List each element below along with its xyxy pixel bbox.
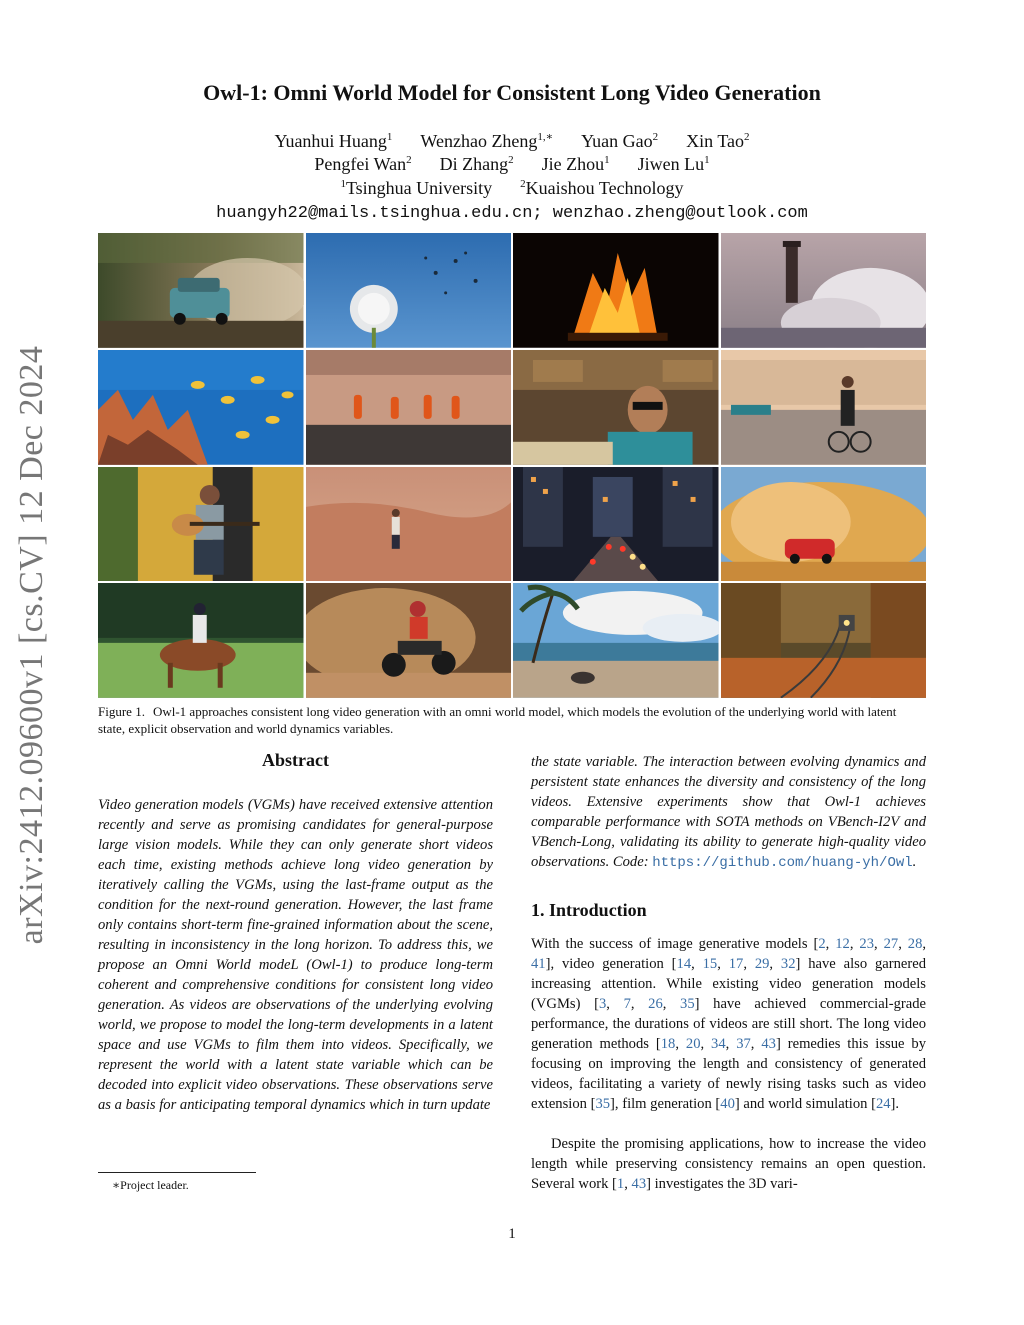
authors-line-2 (0, 154, 1024, 175)
paragraph-text: , (725, 1036, 737, 1052)
page-number: 1 (508, 1226, 516, 1242)
paragraph-text: , (662, 996, 681, 1012)
city-night-traffic-image (513, 467, 719, 582)
paragraph-text: , (743, 956, 755, 972)
author-name: Yuanhui Huang (274, 131, 387, 151)
paragraph-text: ] investigates the 3D vari- (646, 1176, 798, 1192)
paragraph-text: , (874, 936, 884, 952)
paragraph-text: , (898, 936, 908, 952)
author-name: Di Zhang (439, 154, 509, 174)
paragraph-text: With the success of image generative models [ (531, 936, 819, 952)
citation-link[interactable]: 27 (883, 936, 899, 952)
desert-walker-image (306, 467, 512, 582)
introduction-heading: 1. Introduction (531, 900, 647, 920)
author-affiliation-mark: 2 (508, 154, 514, 166)
polo-horse-image (98, 583, 304, 698)
paragraph-text: , (606, 996, 624, 1012)
citation-link[interactable]: 20 (685, 1036, 701, 1052)
author-emails: huangyh22@mails.tsinghua.edu.cn; wenzhao.zheng@outlook.com (216, 204, 808, 223)
footnote: ∗Project leader. (112, 1178, 189, 1192)
author-name: Wenzhao Zheng (420, 131, 538, 151)
author-affiliation-mark: 2 (652, 131, 659, 143)
affiliation-name: Tsinghua University (345, 178, 493, 198)
author-affiliation-mark: 1,∗ (537, 131, 554, 143)
lighthouse-waves-image (721, 233, 927, 348)
figure-label: Figure 1. (98, 704, 145, 719)
citation-link[interactable]: 15 (702, 956, 718, 972)
paragraph-text: , (825, 936, 836, 952)
citation-link[interactable]: 26 (648, 996, 663, 1012)
citation-link[interactable]: 29 (754, 956, 770, 972)
paragraph-text: ] remedies this issue by focusing on improving the length and consistency of generated videos, facilitating a variety of newly rising tasks such as video extension [ (531, 1036, 927, 1112)
footnote-rule (98, 1172, 256, 1173)
authors-line-1 (0, 130, 1024, 152)
cyclist-street-image (721, 350, 927, 465)
citation-link[interactable]: 43 (631, 1176, 647, 1192)
abstract-heading: Abstract (262, 750, 329, 770)
citation-link[interactable]: 40 (720, 1096, 735, 1112)
paragraph-text: , (750, 1036, 762, 1052)
paragraph-text: , (849, 936, 860, 952)
atv-rider-image (306, 583, 512, 698)
citation-link[interactable]: 43 (761, 1036, 776, 1052)
affiliation-mark: 1 (340, 178, 346, 190)
abstract-end-period: . (912, 854, 917, 870)
citation-link[interactable]: 35 (595, 1096, 611, 1112)
citation-link[interactable]: 34 (711, 1036, 726, 1052)
author-name: Yuan Gao (581, 131, 653, 151)
affiliation-name: Kuaishou Technology (525, 178, 684, 198)
citation-link[interactable]: 14 (676, 956, 692, 972)
citation-link[interactable]: 35 (680, 996, 695, 1012)
paragraph-text: , (691, 956, 703, 972)
dandelion-image (306, 233, 512, 348)
citation-link[interactable]: 32 (780, 956, 796, 972)
arxiv-identifier: arXiv:2412.09600v1 [cs.CV] 12 Dec 2024 (13, 345, 50, 945)
paragraph-text: , (624, 1176, 632, 1192)
author-affiliation-mark: 1 (604, 154, 610, 166)
citation-link[interactable]: 23 (859, 936, 875, 952)
citation-link[interactable]: 7 (623, 996, 631, 1012)
abstract-text: Video generation models (VGMs) have received extensive attention recently and serve as promising candidates for general-purpose large vision models. While they can only generate short videos each time, existing methods achieve long video generation by iteratively calling the VGMs, using the last-frame output as the condition for the next-round generation. However, the last frame only contains short-term fine-grained information about the scene, resulting in inconsistency in the long horizon. To address this, we propose an Omni World modeL (Owl-1) to produce long-term coherent and comprehensive conditions for consistent long video generation. As videos are observations of the underlying evolving world, we propose to model the long-term developments in a latent space and use VGMs to film them into videos. Specifically, we represent the world with a latent state variable which can be decoded into explicit video observations. These observations serve as a basis for anticipating temporal dynamics which in turn update (98, 797, 493, 1113)
paragraph-text: ] have also garnered increasing attention. While existing video generation models (VGMs) [ (531, 956, 927, 1012)
figure-caption-text: Owl-1 approaches consistent long video generation with an omni world model, which models the evolution of the underlying world with latent state, explicit observation and world dynamics variables. (98, 704, 897, 736)
citation-link[interactable]: 1 (616, 1176, 625, 1192)
citation-link[interactable]: 12 (835, 936, 850, 952)
beach-palms-image (513, 583, 719, 698)
abstract-continued (531, 752, 926, 873)
coral-reef-fish-image (98, 350, 304, 465)
paragraph-text: ], film generation [ (610, 1096, 721, 1112)
figure-1-image-grid (98, 233, 926, 698)
paper-title: Owl-1: Omni World Model for Consistent Long Video Generation (203, 80, 821, 105)
paragraph-text: , (700, 1036, 712, 1052)
paragraph-text: , (717, 956, 729, 972)
paragraph-text: Despite the promising applications, how to increase the video length while preserving consistency remains an open question. Several work [ (531, 1136, 926, 1192)
guitarist-image (98, 467, 304, 582)
author-name: Xin Tao (686, 131, 745, 151)
paragraph-text: ] have achieved commercial-grade performance, the durations of videos are still short. The long video generation methods [ (531, 996, 926, 1052)
autumn-train-image (721, 583, 927, 698)
car-dust-image (98, 233, 304, 348)
introduction-paragraph-1 (531, 934, 926, 1114)
affiliations (0, 178, 1024, 199)
citation-link[interactable]: 37 (736, 1036, 751, 1052)
paragraph-text: , (922, 936, 927, 952)
citation-link[interactable]: 2 (818, 936, 826, 952)
citation-link[interactable]: 3 (598, 996, 607, 1012)
author-name: Jie Zhou (541, 154, 605, 174)
author-name: Pengfei Wan (314, 154, 407, 174)
author-affiliation-mark: 2 (744, 131, 750, 143)
introduction-paragraph-2 (531, 1134, 926, 1194)
paragraph-text: , (630, 996, 649, 1012)
paragraph-text: , (769, 956, 781, 972)
citation-link[interactable]: 41 (531, 956, 546, 972)
abstract-continued-text: the state variable. The interaction between evolving dynamics and persistent state enhances the diversity and consistency of the long videos. Extensive experiments show that Owl-1 achieves comparable performance with SOTA methods on VBench-I2V and VBench-Long, validating its ability to generate high-quality video observations. Code: (531, 754, 926, 870)
code-link[interactable]: https://github.com/huang-yh/Owl (652, 855, 913, 871)
paragraph-text: ], video generation [ (545, 956, 677, 972)
paragraph-text: ] and world simulation [ (734, 1096, 876, 1112)
rally-car-sand-image (721, 467, 927, 582)
citation-link[interactable]: 17 (728, 956, 744, 972)
author-affiliation-mark: 1 (704, 154, 710, 166)
citation-link[interactable]: 18 (660, 1036, 676, 1052)
affiliation-mark: 2 (520, 178, 526, 190)
figure-1-caption (98, 703, 926, 737)
author-name: Jiwen Lu (637, 154, 705, 174)
author-affiliation-mark: 2 (406, 154, 412, 166)
paragraph-text: ]. (890, 1096, 900, 1112)
author-affiliation-mark: 1 (386, 131, 393, 143)
man-sunglasses-image (513, 350, 719, 465)
citation-link[interactable]: 24 (875, 1096, 891, 1112)
citation-link[interactable]: 28 (907, 936, 923, 952)
bonfire-image (513, 233, 719, 348)
monks-walking-image (306, 350, 512, 465)
paragraph-text: , (675, 1036, 686, 1052)
